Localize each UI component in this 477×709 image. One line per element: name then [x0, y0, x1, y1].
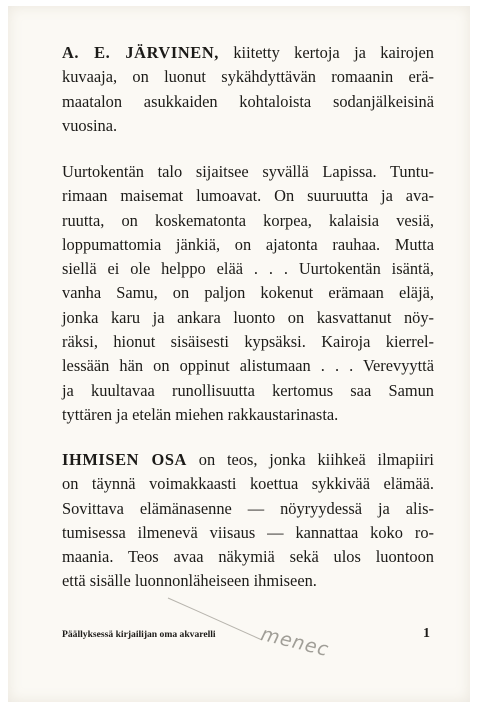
book-paragraph	[62, 448, 434, 594]
story-paragraph	[62, 160, 434, 427]
text-line: A. E. JÄRVINEN, kiitetty kertoja ja kairojen	[62, 43, 434, 62]
text-line: ruutta, on koskematonta korpea, kalaisia vesiä,	[62, 210, 434, 230]
page-number: 1	[423, 626, 430, 641]
text-line: maatalon asukkaiden kohtaloista sodanjälkeisinä	[62, 91, 434, 111]
text-line: Uurtokentän talo sijaitsee syvällä Lapissa. Tuntu-	[62, 162, 434, 181]
text-line: IHMISEN OSA on teos, jonka kiihkeä ilmapiiri	[62, 450, 434, 469]
page-footer	[62, 626, 434, 646]
text-line: lessään hän on oppinut alistumaan . . . Verevyyttä	[62, 356, 434, 376]
text-line: rimaan maisemat lumoavat. On suuruutta ja ava-	[62, 186, 434, 206]
text-line: että sisälle luonnonläheiseen ihmiseen.	[62, 571, 317, 591]
text-line: tyttären ja etelän miehen rakkaustarinasta.	[62, 404, 339, 424]
book-title: IHMISEN OSA	[62, 450, 187, 469]
text-line: ja kuultavaa runollisuutta kertomus saa Samun	[62, 380, 434, 400]
cover-caption: Päällyksessä kirjailijan oma akvarelli	[62, 629, 216, 640]
text-line: vanha Samu, on paljon kokenut erämaan eläjä,	[62, 283, 434, 303]
handwritten-note: menec	[258, 623, 332, 662]
text-line: Sovittava elämänasenne — nöyryydessä ja alis-	[62, 498, 434, 518]
text-line: loppumattomia jänkiä, on ajatonta rauhaa. Mutta	[62, 234, 434, 254]
text-line: kuvaaja, on luonut sykähdyttävän romaanin erä-	[62, 67, 434, 87]
text-line: siellä ei ole helppo elää . . . Uurtokentän isäntä,	[62, 259, 434, 279]
text-line: maania. Teos avaa näkymiä sekä ulos luontoon	[62, 547, 434, 567]
text-line: vuosina.	[62, 115, 118, 135]
text-line: tumisessa ilmenevä viisaus — kannattaa koko ro-	[62, 522, 434, 542]
text-line: räksi, hionut sisäisesti kypsäksi. Kairoja kierrel-	[62, 332, 434, 352]
text-line: on täynnä voimakkaasti koettua sykkivää elämää.	[62, 474, 434, 494]
author-paragraph	[62, 41, 434, 138]
text-line: jonka karu ja ankara luonto on kasvattanut nöy-	[62, 307, 434, 327]
author-name: A. E. JÄRVINEN,	[62, 43, 219, 62]
